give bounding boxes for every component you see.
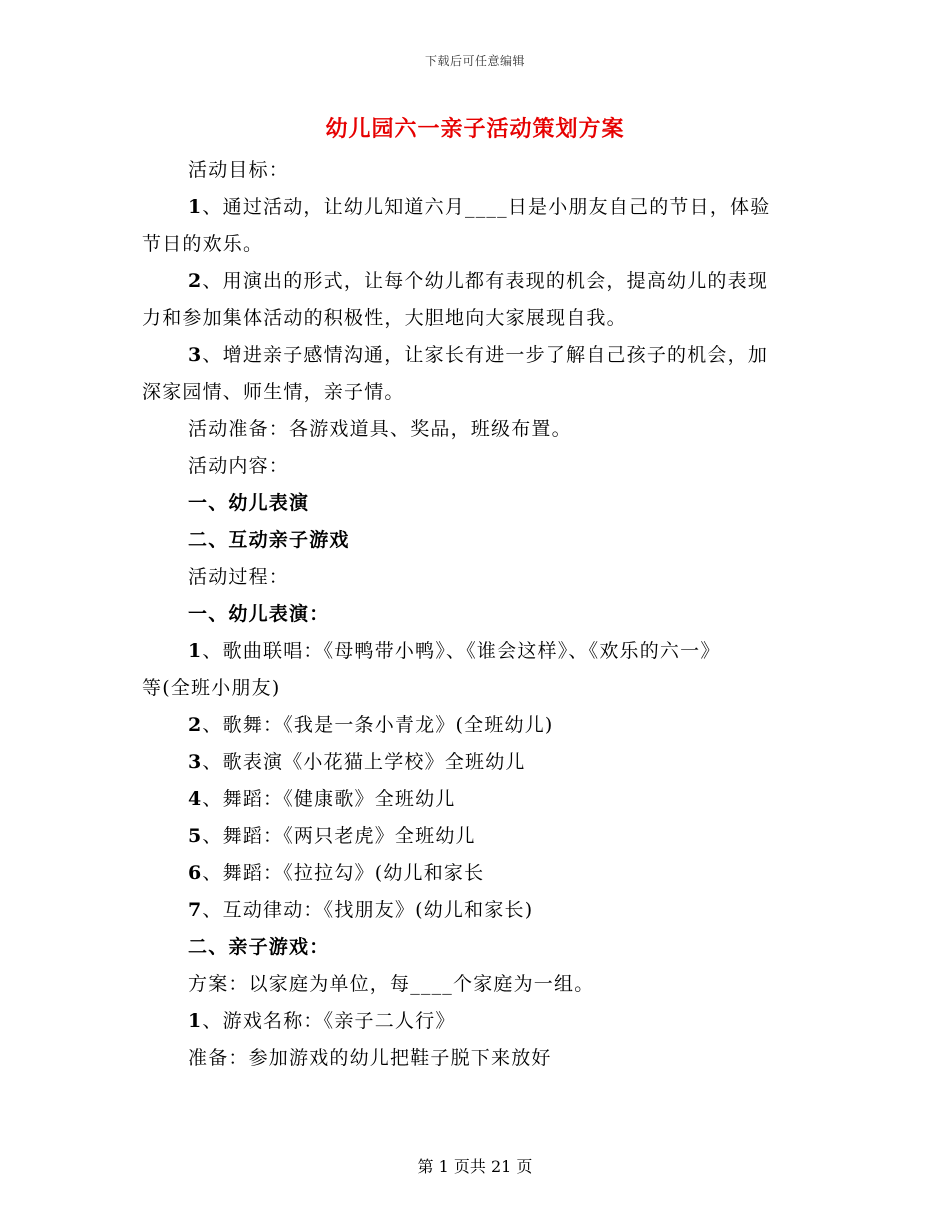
line-number: 3 [188,751,203,773]
body-line [142,522,812,559]
line-text: 二、亲子游戏： [188,936,330,958]
line-text: 、游戏名称：《亲子二人行》 [202,1010,456,1032]
line-text: 一、幼儿表演 [188,492,310,514]
body-line [142,1003,812,1040]
line-number: 4 [188,788,203,810]
body-line [142,633,812,670]
body-line [142,300,812,337]
line-text: 活动准备：各游戏道具、奖品，班级布置。 [188,418,572,440]
line-text: 深家园情、师生情，亲子情。 [142,381,405,403]
line-number: 2 [188,270,203,292]
body-line [142,448,812,485]
page-number: 第 1 页共 21 页 [417,1157,533,1176]
line-number: 6 [188,862,203,884]
line-number: 2 [188,714,203,736]
body-line [142,966,812,1003]
body-line [142,929,812,966]
body-line [142,374,812,411]
line-text: 、互动律动：《找朋友》(幼儿和家长) [202,899,534,921]
line-number: 1 [188,196,203,218]
body-line [142,781,812,818]
line-text: 、歌表演《小花猫上学校》全班幼儿 [202,751,526,773]
line-number: 3 [188,344,203,366]
body-line [142,411,812,448]
line-text: 活动目标： [188,159,290,181]
body-line [142,744,812,781]
line-text: 活动内容： [188,455,290,477]
line-text: 活动过程： [188,566,290,588]
header-note: 下载后可任意编辑 [424,54,525,68]
line-text: 、通过活动，让幼儿知道六月____日是小朋友自己的节日，体验 [202,196,771,218]
body-line [142,1040,812,1077]
line-number: 5 [188,825,203,847]
line-text: 、歌曲联唱：《母鸭带小鸭》、《谁会这样》、《欢乐的六一》 [202,640,721,662]
line-text: 、舞蹈：《健康歌》全班幼儿 [202,788,456,810]
line-text: 、增进亲子感情沟通，让家长有进一步了解自己孩子的机会，加 [202,344,769,366]
body-line [142,707,812,744]
body-line [142,559,812,596]
body-line [142,263,812,300]
line-text: 、舞蹈：《拉拉勾》(幼儿和家长 [202,862,485,884]
body-line [142,226,812,263]
line-text: 节日的欢乐。 [142,233,264,255]
line-text: 、用演出的形式，让每个幼儿都有表现的机会，提高幼儿的表现 [202,270,769,292]
line-text: 等(全班小朋友) [142,677,281,699]
line-text: 、歌舞：《我是一条小青龙》(全班幼儿) [202,714,554,736]
line-number: 1 [188,1010,203,1032]
body-line [142,596,812,633]
line-number: 7 [188,899,203,921]
line-text: 、舞蹈：《两只老虎》全班幼儿 [202,825,476,847]
line-text: 二、互动亲子游戏 [188,529,350,551]
body-line [142,855,812,892]
document-title: 幼儿园六一亲子活动策划方案 [325,116,625,142]
line-text: 准备：参加游戏的幼儿把鞋子脱下来放好 [188,1047,552,1069]
body-line [142,892,812,929]
body-line [142,485,812,522]
body-line [142,189,812,226]
body-line [142,818,812,855]
line-number: 1 [188,640,203,662]
document-body [142,152,812,1077]
body-line [142,152,812,189]
line-text: 方案：以家庭为单位，每____个家庭为一组。 [188,973,595,995]
line-text: 力和参加集体活动的积极性，大胆地向大家展现自我。 [142,307,627,329]
line-text: 一、幼儿表演： [188,603,330,625]
body-line [142,670,812,707]
body-line [142,337,812,374]
